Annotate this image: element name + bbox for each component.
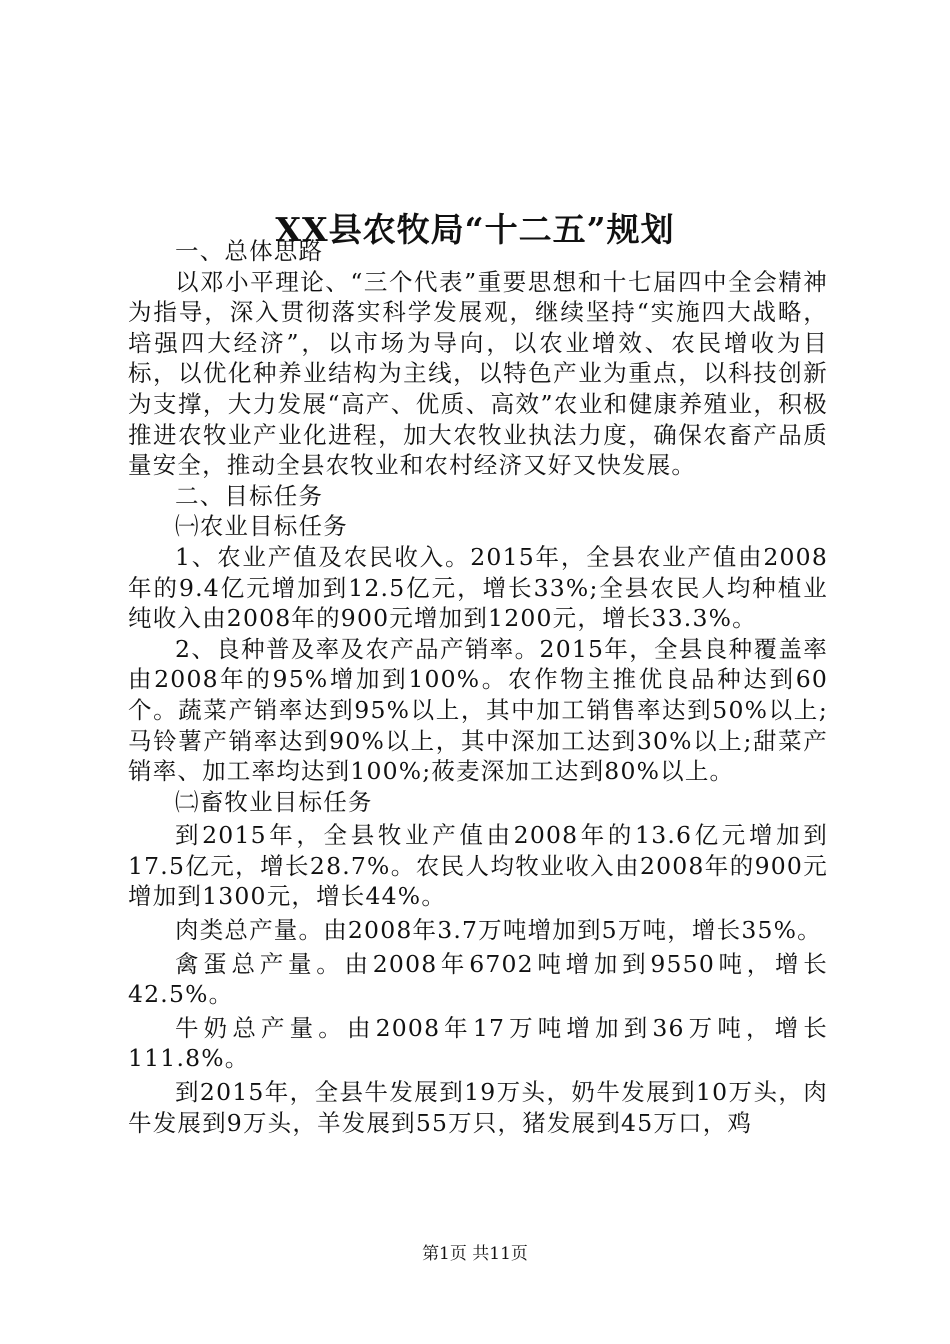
- section-heading-overall-approach: 一、总体思路: [175, 237, 324, 265]
- paragraph-milk-output: 牛奶总产量。由2008年17万吨增加到36万吨，增长111.8%。: [128, 1013, 828, 1073]
- page-number-footer: 第1页 共11页: [422, 1244, 528, 1264]
- paragraph-livestock-output: 到2015年，全县牧业产值由2008年的13.6亿元增加到17.5亿元，增长28.7%。农民人均牧业收入由2008年的900元增加到1300元，增长44%。: [128, 821, 828, 911]
- paragraph-egg-output: 禽蛋总产量。由2008年6702吨增加到9550吨，增长42.5%。: [128, 949, 828, 1009]
- subsection-heading-agriculture: ㈠农业目标任务: [175, 512, 348, 541]
- paragraph-meat-output: 肉类总产量。由2008年3.7万吨增加到5万吨，增长35%。: [175, 916, 822, 945]
- section-heading-goals: 二、目标任务: [175, 481, 324, 510]
- paragraph-seed-coverage: 2、良种普及率及农产品产销率。2015年，全县良种覆盖率由2008年的95%增加到100%。农作物主推优良品种达到60个。蔬菜产销率达到95%以上，其中加工销售率达到50%以上;马铃薯产销率达到90%以上，其中深加工达到30%以上;甜菜产销率、加工率均达到100%;莜麦深加工达到80%以上。: [128, 634, 828, 786]
- document-body: [128, 236, 828, 1138]
- subsection-heading-livestock: ㈡畜牧业目标任务: [175, 787, 373, 816]
- paragraph-overall-approach: 以邓小平理论、“三个代表”重要思想和十七届四中全会精神为指导，深入贯彻落实科学发展观，继续坚持“实施四大战略，培强四大经济”，以市场为导向，以农业增效、农民增收为目标，以优化种养业结构为主线，以特色产业为重点，以科技创新为支撑，大力发展“高产、优质、高效”农业和健康养殖业，积极推进农牧业产业化进程，加大农牧业执法力度，确保农畜产品质量安全，推动全县农牧业和农村经济又好又快发展。: [128, 267, 828, 480]
- paragraph-agriculture-output: 1、农业产值及农民收入。2015年，全县农业产值由2008年的9.4亿元增加到12.5亿元，增长33%;全县农民人均种植业纯收入由2008年的900元增加到1200元，增长33.3%。: [128, 542, 828, 633]
- paragraph-herd-size: 到2015年，全县牛发展到19万头，奶牛发展到10万头，肉牛发展到9万头，羊发展到55万只，猪发展到45万口，鸡: [128, 1078, 828, 1137]
- document-title: XX县农牧局“十二五”规划: [275, 210, 675, 250]
